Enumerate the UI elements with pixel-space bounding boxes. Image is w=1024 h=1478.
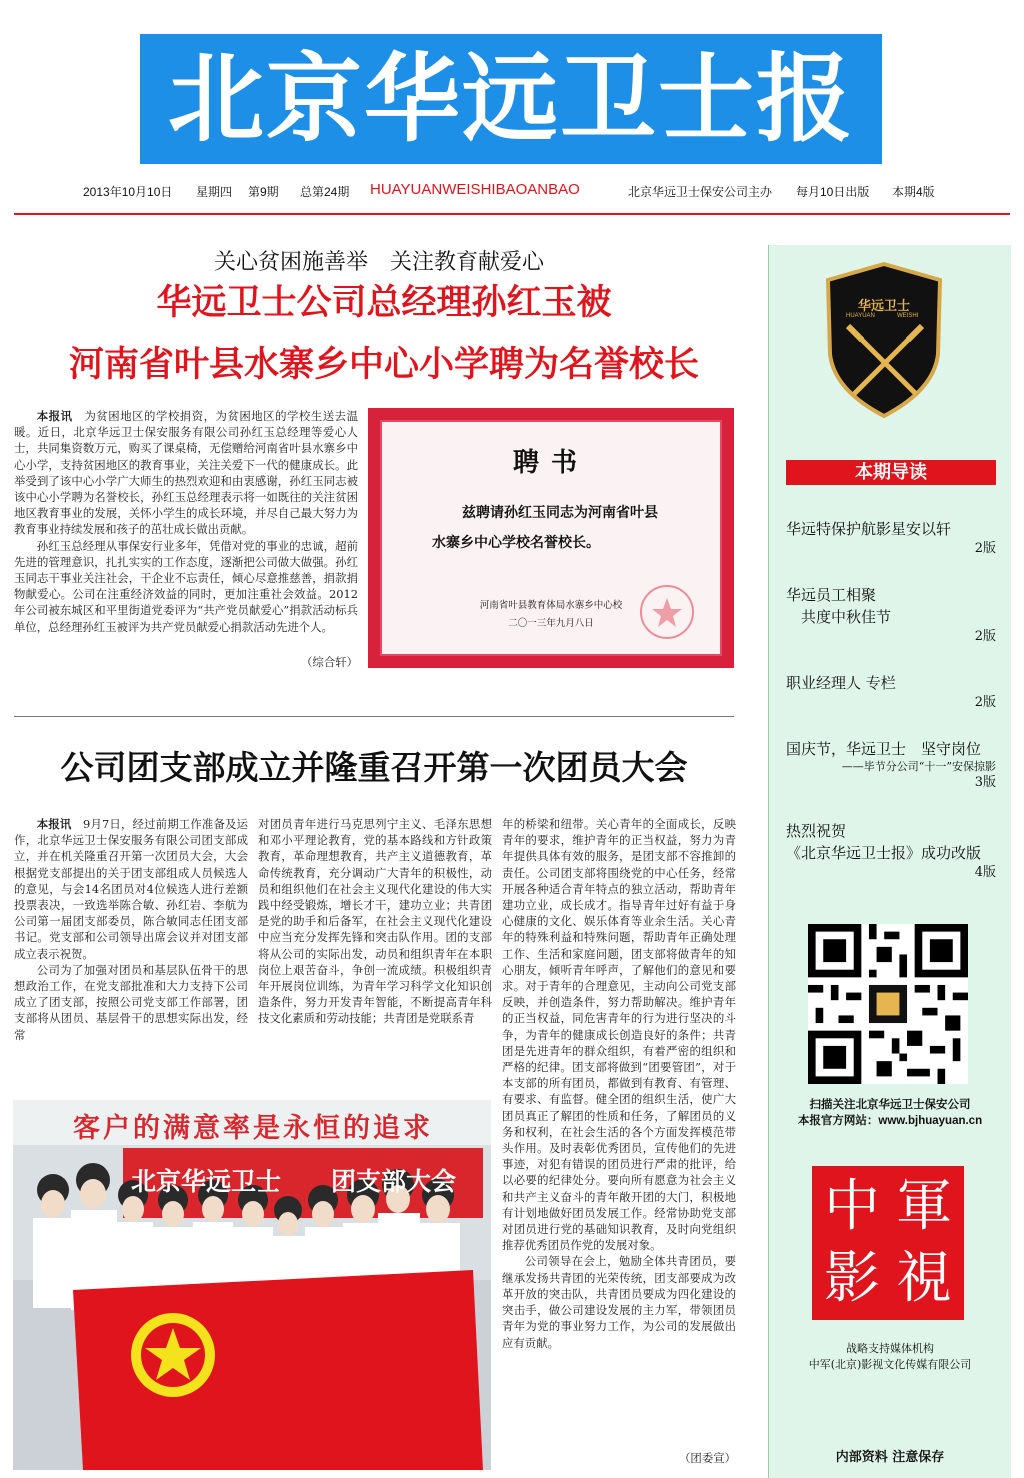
masthead-title: 北京华远卫士报 xyxy=(168,43,854,155)
header-rule xyxy=(14,213,1010,215)
section-divider xyxy=(14,716,734,717)
article2-lead: 本报讯 xyxy=(36,817,72,831)
guide-title: 本期导读 xyxy=(786,460,996,485)
certificate-line1: 兹聘请孙红玉同志为河南省叶县 xyxy=(462,505,658,521)
zhongjun-seal-logo xyxy=(812,1166,964,1320)
seal-stamp-icon xyxy=(637,582,697,642)
qr-code-icon[interactable] xyxy=(808,924,968,1084)
huayuan-shield-logo-icon xyxy=(826,262,942,418)
certificate-title: 聘书 xyxy=(512,448,589,478)
article1-kicker: 关心贫困施善举 关注教育献爱心 xyxy=(213,250,544,275)
guide-item-5[interactable] xyxy=(786,820,996,882)
issue-number: 第9期 xyxy=(248,185,279,199)
certificate-paper xyxy=(380,420,722,656)
guide-item-5-title-2: 《北京华远卫士报》成功改版 xyxy=(786,844,982,862)
issue-total: 总第24期 xyxy=(300,185,350,199)
guide-item-2-title: 华远员工相聚 xyxy=(786,586,877,604)
article1-headline-2: 河南省叶县水寨乡中心小学聘为名誉校长 xyxy=(68,345,699,385)
guide-item-4-sub: ——毕节分公司“十一”安保掠影 xyxy=(841,760,996,773)
qr-caption: 扫描关注北京华远卫士保安公司 xyxy=(809,1099,971,1111)
photo-banner-company: 北京华远卫士 xyxy=(131,1167,282,1196)
logo-text-cn: 华远卫士 xyxy=(857,299,910,314)
seal-char-1: 中 xyxy=(824,1174,880,1239)
guide-item-2[interactable] xyxy=(786,584,996,646)
article2-headline: 公司团支部成立并隆重召开第一次团员大会 xyxy=(60,748,688,787)
footer-note: 内部资料 注意保存 xyxy=(835,1450,945,1465)
issue-date: 2013年10月10日 xyxy=(83,185,173,199)
article1-headline-1: 华远卫士公司总经理孙红玉被 xyxy=(156,283,612,323)
article1-para1: 为贫困地区的学校捐资，为贫困地区的学校生送去温暖。近日，北京华远卫士保安服务有限公司孙红玉总经理等爱心人士，共同集资数万元，购买了课桌椅，无偿赠给河南省叶县水寨乡中心小学，支持贫困地区的教育事业，关注关爱下一代的健康成长。此举受到了该中心小学广大师生的热烈欢迎和由衷感谢，孙红玉同志被该中心小学聘为名誉校长，孙红玉总经理表示将一如既往的关注贫困地区教育事业的发展，关怀小学生的成长环境，并尽自己最大努力为教育事业持续发展和孩子的茁壮成长做出贡献。 xyxy=(14,409,358,537)
website-link[interactable]: 本报官方网站：www.bjhuayuan.cn xyxy=(797,1115,983,1127)
article1-para2: 孙红玉总经理从事保安行业多年，凭借对党的事业的忠诚，超前先进的管理意识，扎扎实实的工作态度，逐渐把公司做大做强。孙红玉同志干事业关注社会，干企业不忘责任，倾心尽意推慈善，捐款捐物献爱心。公司在注重经济效益的同时，更加注重社会效益。2012年公司被东城区和平里街道党委评为“共产党员献爱心”捐款活动标兵单位，总经理孙红玉被评为共产党员献爱心捐款活动先进个人。 xyxy=(14,538,358,634)
certificate-image xyxy=(368,408,734,668)
article2-col3-para2: 公司领导在会上，勉励全体共青团员，要继承发扬共青团的光荣传统，团支部要成为改革开放的突击队，共青团员要成为四化建设的突击手，做公司建设发展的主力军，带领团员青年为党的事业努力工作，为公司的发展做出应有贡献。 xyxy=(502,1254,736,1350)
seal-char-4: 視 xyxy=(896,1246,952,1311)
logo-text-en-2: WEISHI xyxy=(897,313,919,319)
guide-item-1-title: 华远特保护航影星安以轩 xyxy=(786,520,952,538)
article1-body xyxy=(14,408,358,670)
certificate-issuer: 河南省叶县教育体局水寨乡中心校 xyxy=(479,600,623,611)
guide-item-4-title: 国庆节，华远卫士 坚守岗位 xyxy=(786,740,982,758)
guide-item-1[interactable] xyxy=(786,518,996,558)
article1-byline: （综合轩） xyxy=(296,654,358,670)
article2-col2: 对团员青年进行马克思列宁主义、毛泽东思想和邓小平理论教育，党的基本路线和方针政策教育，革命理想教育，共产主义道德教育，革命传统教育，充分调动广大青年的积极性，动员和组织他们在社会主义现代化建设的伟大实践中经受锻炼，增长才干，建功立业；共青团是党的助手和后备军，在社会主义现代化建设中应当充分发挥先锋和突击队作用。团的支部将从公司的实际出发，动员和组织青年在本职岗位上艰苦奋斗，争创一流成绩。积极组织青年开展岗位训练，为青年学习科学文化知识创造条件，努力开发青年智能，不断提高青年科技文化素质和劳动技能；共青团是党联系青 xyxy=(258,817,492,1026)
guide-item-3-title: 职业经理人 专栏 xyxy=(786,674,896,692)
article2-col3 xyxy=(502,816,736,1446)
media-caption-1: 战略支持媒体机构 xyxy=(846,1342,934,1355)
masthead xyxy=(140,34,882,164)
certificate-date: 二〇一三年九月八日 xyxy=(508,618,594,629)
guide-item-3-page: 2版 xyxy=(974,695,996,710)
article1-lead: 本报讯 xyxy=(36,409,73,423)
article2-col3-para1: 年的桥梁和纽带。关心青年的全面成长，反映青年的要求，维护青年的正当权益，努力为青年提供具体有效的服务，是团支部不容推卸的责任。公司团支部将围绕党的中心任务，经常开展各种适合青年特点的独立活动，帮助青年建功立业，成长成才。指导青年过好有益于身心健康的文化、娱乐体育等业余生活。关心青年的特殊利益和特殊问题，帮助青年正确处理工作、生活和家庭问题，团支部将做青年的知心朋友，倾听青年呼声，了解他们的意见和要求。对于青年的合理意见，主动向公司党支部反映，并创造条件，努力帮助解决。维护青年的正当权益，同危害青年的行为进行坚决的斗争，为青年的健康成长创造良好的条件；共青团是先进青年的群众组织，有着严密的组织和严格的纪律。团支部将做到“团要管团”，对于本支部的所有团员，都做到有教育、有管理、有要求、有监督。健全团的组织生活，使广大团员真正了解团的性质和任务，了解团员的义务和权利，在社会生活的各个方面发挥模范带头作用。及时表彰优秀团员，宣传他们的先进事迹，对犯有错误的团员进行严肃的批评，给以必要的纪律处分。要向所有愿意为社会主义和共产主义奋斗的青年敞开团的大门，积极地有计划地做好团员发展工作。经常协助党支部对团员进行党的基础知识教育，及时向党组织推荐优秀团员作党的发展对象。 xyxy=(502,817,736,1253)
guide-item-5-title: 热烈祝贺 xyxy=(786,822,847,840)
logo-text-en-1: HUAYUAN xyxy=(846,313,875,319)
seal-char-2: 軍 xyxy=(896,1174,952,1239)
guide-item-4-page: 3版 xyxy=(974,775,996,790)
article2-col1-para2: 公司为了加强对团员和基层队伍骨干的思想政治工作，在党支部批准和大力支持下公司成立了团支部，按照公司党支部工作部署，团支部将从团员、基层骨干的思想实际出发，经常 xyxy=(14,962,248,1042)
page-count: 本期4版 xyxy=(892,185,935,199)
issue-weekday: 星期四 xyxy=(196,185,233,199)
article2-byline: （团委宣） xyxy=(660,1450,736,1466)
frequency: 每月10日出版 xyxy=(796,185,870,199)
guide-item-1-page: 2版 xyxy=(974,541,996,556)
article2-col1 xyxy=(14,816,248,1078)
photo-scene xyxy=(13,1100,491,1470)
seal-char-3: 影 xyxy=(824,1246,880,1311)
guide-item-2-page: 2版 xyxy=(974,629,996,644)
sponsor: 北京华远卫士保安公司主办 xyxy=(628,185,773,199)
guide-item-3[interactable] xyxy=(786,672,996,712)
pinyin-title: HUAYUANWEISHIBAOANBAO xyxy=(370,181,580,198)
media-caption-2: 中军(北京)影视文化传媒有限公司 xyxy=(808,1358,972,1371)
certificate-line2: 水寨乡中心学校名誉校长。 xyxy=(432,535,600,551)
guide-item-2-title-2: 共度中秋佳节 xyxy=(786,608,892,626)
photo-banner-slogan: 客户的满意率是永恒的追求 xyxy=(73,1113,433,1144)
guide-item-5-page: 4版 xyxy=(974,865,996,880)
article2-col1-para1: 9月7日，经过前期工作准备及运作，北京华远卫士保安服务有限公司团支部成立，并在机关隆重召开第一次团员大会，大会根据党支部提出的关于团支部组成人员候选人的意见，与会14名团员对4位候选人进行差额投票表决，一致选举陈合敏、孙红岩、李航为公司第一届团支部委员，陈合敏同志任团支部书记。党支部和公司领导出席会议并对团支部成立表示祝贺。 xyxy=(14,817,248,961)
guide-item-4[interactable] xyxy=(786,738,996,792)
photo-banner-event: 团支部大会 xyxy=(331,1167,457,1196)
group-photo xyxy=(13,1100,491,1470)
